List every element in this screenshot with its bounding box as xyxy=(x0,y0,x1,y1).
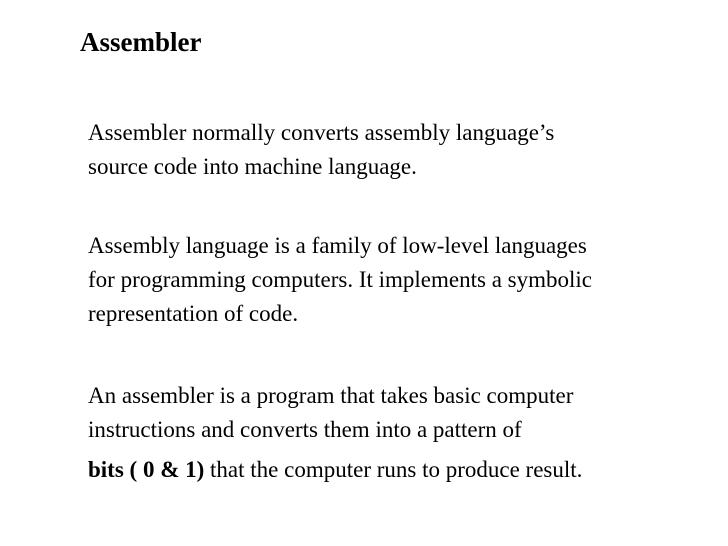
text-line: Assembly language is a family of low-level languages xyxy=(88,233,587,258)
text-line: An assembler is a program that takes basic computer xyxy=(88,383,574,408)
text-line: instructions and converts them into a pattern of xyxy=(88,417,522,442)
bits-line-rest: that the computer runs to produce result. xyxy=(204,457,583,482)
paragraph-assembly-language xyxy=(88,229,592,331)
bits-emphasis: bits ( 0 & 1) xyxy=(88,457,205,482)
text-line: representation of code. xyxy=(88,301,299,326)
text-line: for programming computers. It implements a symbolic xyxy=(88,267,592,292)
text-line: Assembler normally converts assembly language’s xyxy=(88,120,555,145)
paragraph-assembler-program xyxy=(88,379,582,487)
paragraph-assembler-definition xyxy=(88,116,554,184)
text-line-bits xyxy=(88,453,582,487)
slide-title: Assembler xyxy=(80,27,202,57)
text-line: source code into machine language. xyxy=(88,154,417,179)
